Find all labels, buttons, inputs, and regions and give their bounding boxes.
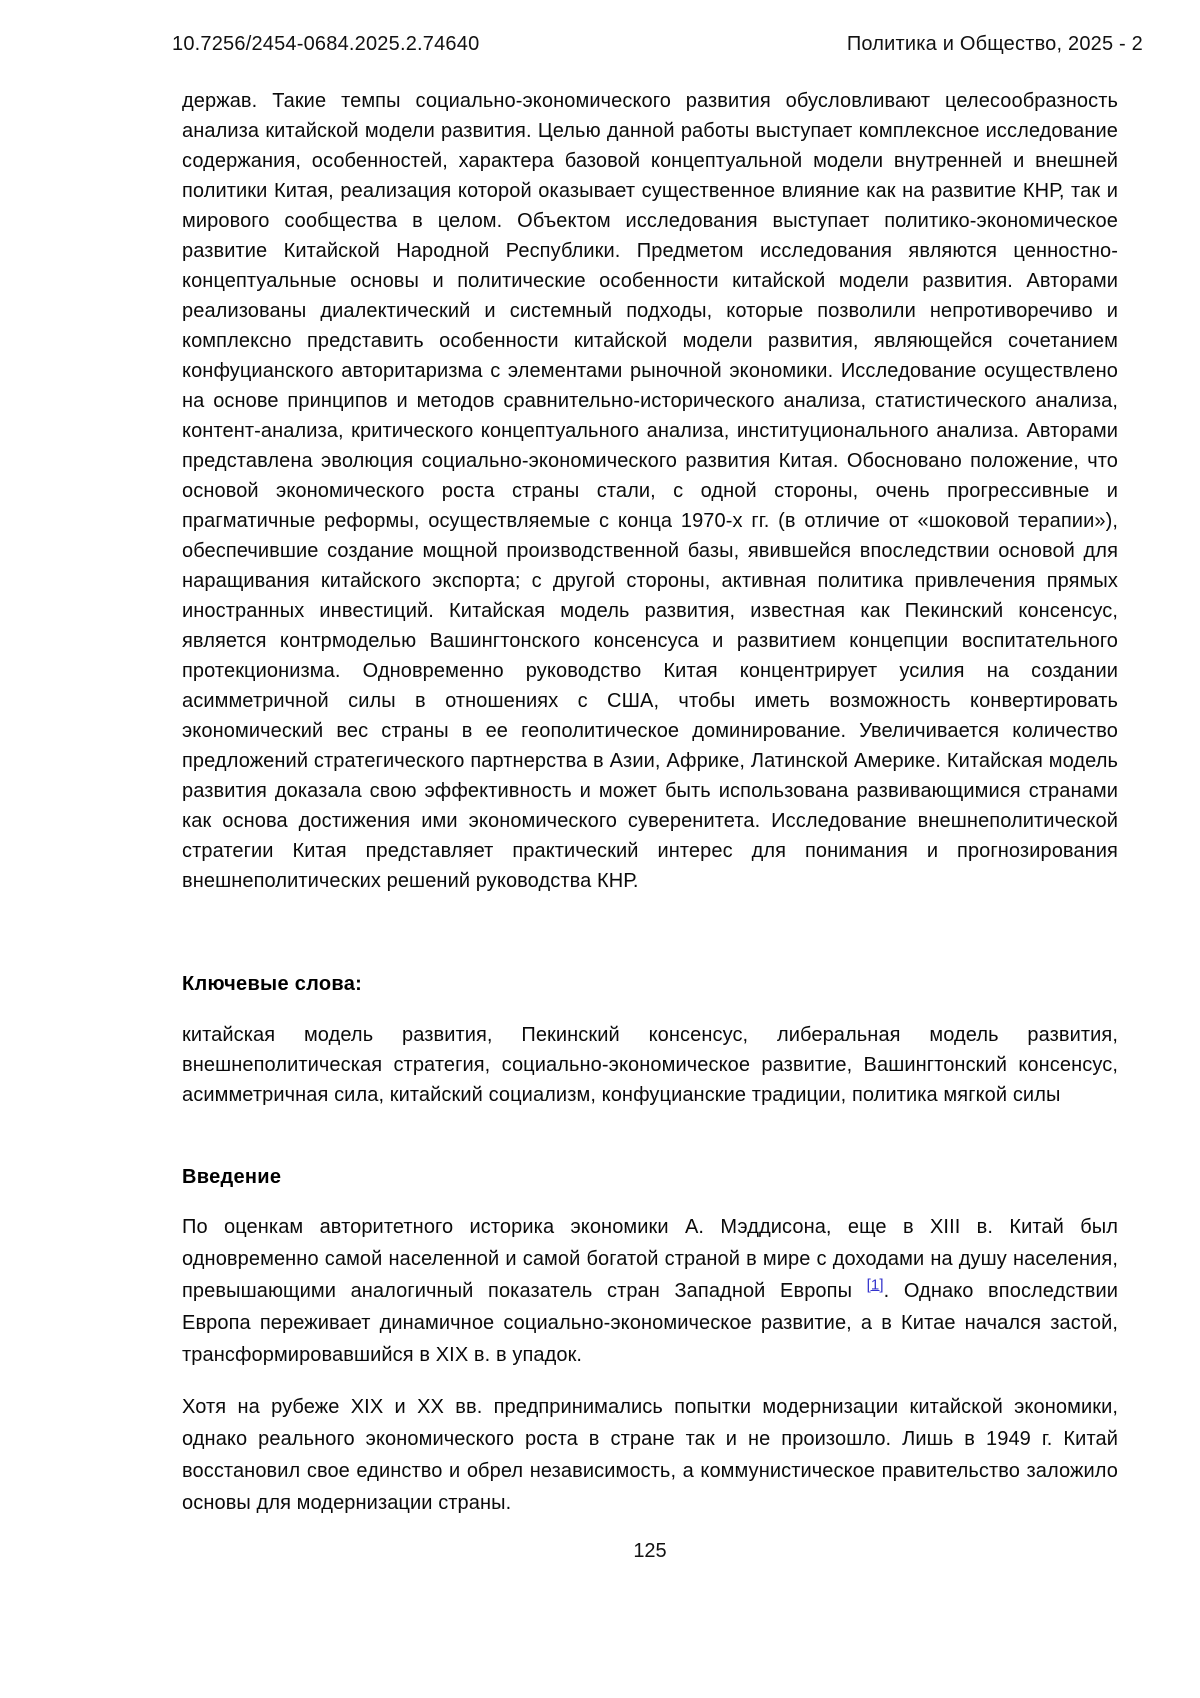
introduction-paragraph-1 (182, 1211, 1118, 1371)
keywords-list: китайская модель развития, Пекинский консенсус, либеральная модель развития, внешнеполитическая стратегия, социально-экономическое развитие, Вашингтонский консенсус, асимметричная сила, китайский социализм, конфуцианские традиции, политика мягкой силы (182, 1024, 1118, 1106)
keywords-label: Ключевые слова: (182, 973, 363, 995)
citation-ref-1-link[interactable]: [1] (866, 1276, 884, 1294)
running-header (0, 0, 1200, 56)
introduction-heading: Введение (182, 1166, 282, 1188)
introduction-paragraph-1-text-before-ref: По оценкам авторитетного историка экономики А. Мэддисона, еще в XIII в. Китай был одновременно самой населенной и самой богатой страной в мире с доходами на душу населения, превышающими аналогичный показатель стран Западной Европы (182, 1216, 1118, 1302)
page-number: 125 (633, 1540, 667, 1562)
journal-title: Политика и Общество, 2025 - 2 (846, 33, 1143, 55)
abstract-paragraph: держав. Такие темпы социально-экономического развития обусловливают целесообразность анализа китайской модели развития. Целью данной работы выступает комплексное исследование содержания, особенностей, характера базовой концептуальной модели внутренней и внешней политики Китая, реализация которой оказывает существенное влияние как на развитие КНР, так и мирового сообщества в целом. Объектом исследования выступает политико-экономическое развитие Китайской Народной Республики. Предметом исследования являются ценностно-концептуальные основы и политические особенности китайской модели развития. Авторами реализованы диалектический и системный подходы, которые позволили непротиворечиво и комплексно представить особенности китайской модели развития, являющейся сочетанием конфуцианского авторитаризма с элементами рыночной экономики. Исследование осуществлено на основе принципов и методов сравнительно-исторического анализа, статистического анализа, контент-анализа, критического концептуального анализа, институционального анализа. Авторами представлена эволюция социально-экономического развития Китая. Обосновано положение, что основой экономического роста страны стали, с одной стороны, очень прогрессивные и прагматичные реформы, осуществляемые с конца 1970-х гг. (в отличие от «шоковой терапии»), обеспечившие создание мощной производственной базы, явившейся впоследствии основой для наращивания китайского экспорта; с другой стороны, активная политика привлечения прямых иностранных инвестиций. Китайская модель развития, известная как Пекинский консенсус, является контрмоделью Вашингтонского консенсуса и развитием концепции воспитательного протекционизма. Одновременно руководство Китая концентрирует усилия на создании асимметричной силы в отношениях с США, чтобы иметь возможность конвертировать экономический вес страны в ее геополитическое доминирование. Увеличивается количество предложений стратегического партнерства в Азии, Африке, Латинской Америке. Китайская модель развития доказала свою эффективность и может быть использована развивающимися странами как основа достижения ими экономического суверенитета. Исследование внешнеполитической стратегии Китая представляет практический интерес для понимания и прогнозирования внешнеполитических решений руководства КНР. (182, 90, 1118, 892)
introduction-paragraph-2: Хотя на рубеже XIX и XX вв. предпринимались попытки модернизации китайской экономики, однако реального экономического роста в стране так и не произошло. Лишь в 1949 г. Китай восстановил свое единство и обрел независимость, а коммунистическое правительство заложило основы для модернизации страны. (182, 1396, 1118, 1514)
article-body-column (182, 86, 1118, 1563)
doi-text: 10.7256/2454-0684.2025.2.74640 (172, 33, 480, 55)
introduction-paragraph-1-text-after-ref: . Однако впоследствии Европа переживает динамичное социально-экономическое развитие, а в Китае начался застой, трансформировавшийся в XIX в. в упадок. (182, 1280, 1118, 1366)
